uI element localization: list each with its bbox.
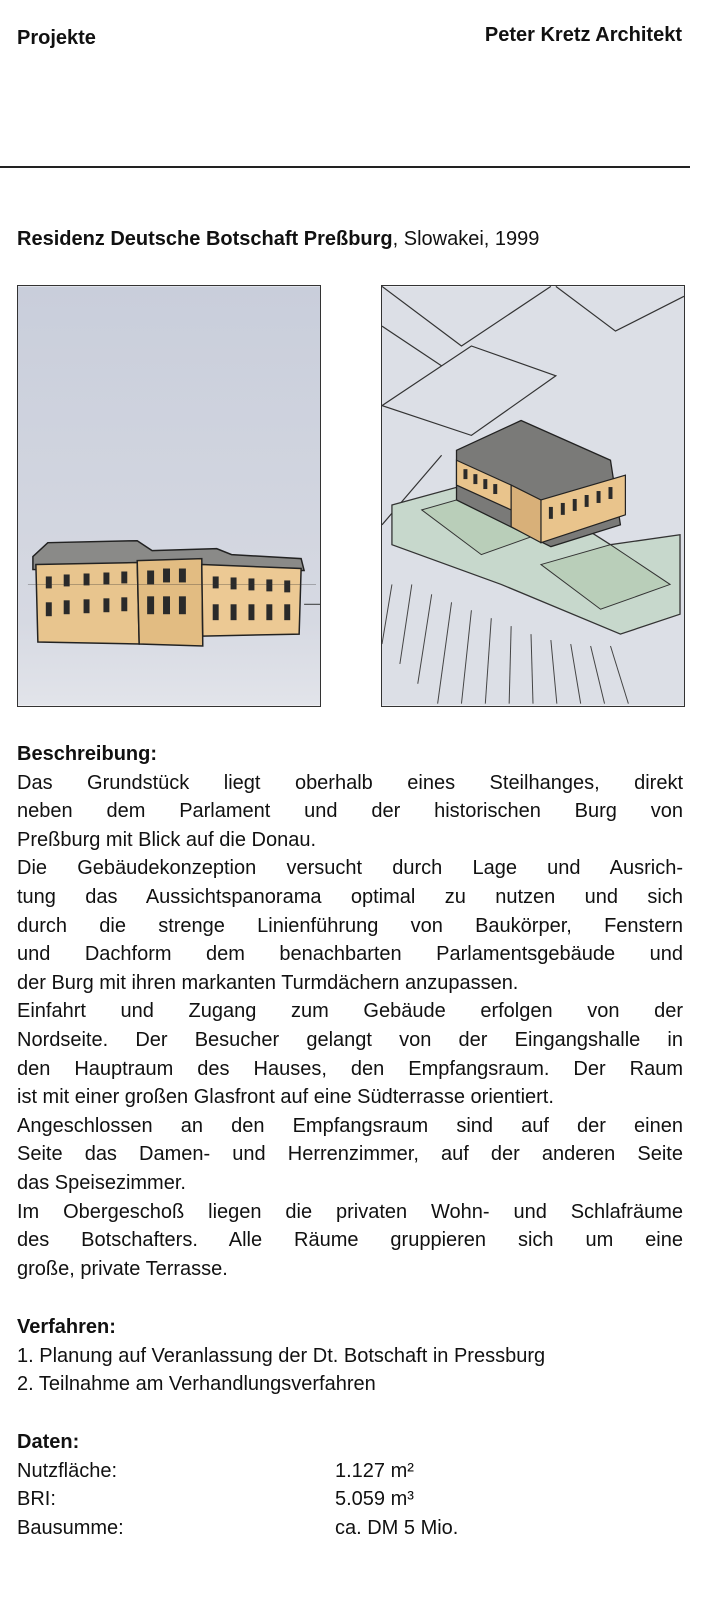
data-section [17,1428,683,1542]
description-line: durch die strenge Linienführung von Baukörper, Fenstern [17,914,683,937]
description-line: des Botschafters. Alle Räume gruppieren sich um eine [17,1229,683,1252]
axonometric-drawing-image [381,285,685,707]
author-name: Peter Kretz Architekt [484,24,682,46]
description-line: große, private Terrasse. [17,1257,228,1280]
data-row [17,1457,683,1486]
description-line: das Speisezimmer. [17,1171,186,1194]
header-divider [0,166,690,168]
project-title [17,228,539,251]
description-line: Die Gebäudekonzeption versucht durch Lage und Ausrich- [17,857,683,880]
facade-sketch-image [17,285,321,707]
description-line: Seite das Damen- und Herrenzimmer, auf der anderen Seite [17,1143,683,1166]
procedure-section [17,1313,683,1399]
data-value: ca. DM 5 Mio. [335,1516,459,1539]
description-line: Preßburg mit Blick auf die Donau. [17,828,317,851]
data-label: BRI: [17,1488,56,1511]
data-row [17,1485,683,1514]
description-line: der Burg mit ihren markanten Turmdächern anzupassen. [17,971,519,994]
data-value: 5.059 m³ [335,1488,414,1511]
description-heading: Beschreibung: [17,743,158,765]
description-section [17,740,683,1283]
data-heading: Daten: [17,1431,80,1453]
procedure-item: 2. Teilnahme am Verhandlungsverfahren [17,1373,376,1396]
description-line: Einfahrt und Zugang zum Gebäude erfolgen von der [17,1000,683,1023]
description-line: den Hauptraum des Hauses, den Empfangsraum. Der Raum [17,1057,683,1080]
data-value: 1.127 m² [335,1459,414,1482]
data-row [17,1514,683,1543]
description-line: Angeschlossen an den Empfangsraum sind auf der einen [17,1114,683,1137]
description-line: Das Grundstück liegt oberhalb eines Steilhanges, direkt [17,771,683,794]
project-title-bold: Residenz Deutsche Botschaft Preßburg [17,228,393,250]
description-line: ist mit einer großen Glasfront auf eine Südterrasse orientiert. [17,1086,554,1109]
data-label: Bausumme: [17,1516,124,1539]
description-line: und Dachform dem benachbarten Parlamentsgebäude und [17,943,683,966]
description-line: neben dem Parlament und der historischen Burg von [17,800,683,823]
description-line: Nordseite. Der Besucher gelangt von der Eingangshalle in [17,1028,683,1051]
section-title: Projekte [17,27,96,49]
procedure-heading: Verfahren: [17,1316,116,1338]
description-line: Im Obergeschoß liegen die privaten Wohn- und Schlafräume [17,1200,683,1223]
procedure-item: 1. Planung auf Veranlassung der Dt. Botschaft in Pressburg [17,1344,546,1367]
facade-sketch-icon [18,286,320,706]
description-line: tung das Aussichtspanorama optimal zu nutzen und sich [17,885,683,908]
data-label: Nutzfläche: [17,1459,118,1482]
axonometric-site-icon [382,286,684,706]
project-title-rest: , Slowakei, 1999 [392,228,540,250]
